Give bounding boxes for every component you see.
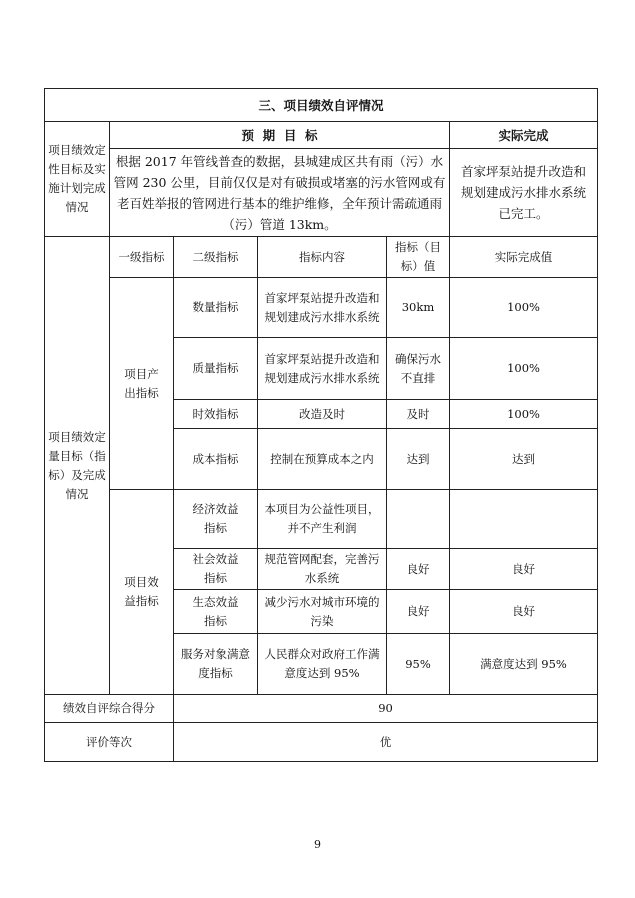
row-target xyxy=(387,490,450,549)
row-l2: 经济效益指标 xyxy=(174,490,258,549)
row-actual: 满意度达到 95% xyxy=(450,634,598,695)
row-l2: 质量指标 xyxy=(174,338,258,400)
grade-label: 评价等次 xyxy=(45,723,174,762)
expected-text: 根据 2017 年管线普查的数据，县城建成区共有雨（污）水管网 230 公里，目前仅仅是对有破损或堵塞的污水管网或有老百姓举报的管网进行基本的维护维修，全年预计需疏通雨（污）管道 13km。 xyxy=(110,149,450,237)
score-value: 90 xyxy=(174,695,598,723)
benefit-label: 项目效益指标 xyxy=(110,490,174,695)
row-content: 首家坪泵站提升改造和规划建成污水排水系统 xyxy=(258,278,387,338)
table-title: 三、项目绩效自评情况 xyxy=(45,89,598,122)
row-l2: 数量指标 xyxy=(174,278,258,338)
row-l2: 服务对象满意度指标 xyxy=(174,634,258,695)
row-content: 减少污水对城市环境的污染 xyxy=(258,590,387,634)
actual-header: 实际完成 xyxy=(450,122,598,149)
row-target: 良好 xyxy=(387,590,450,634)
row-actual: 100% xyxy=(450,400,598,429)
row-actual: 良好 xyxy=(450,590,598,634)
row-target: 达到 xyxy=(387,429,450,490)
header-l1: 一级指标 xyxy=(110,237,174,278)
header-target: 指标（目标）值 xyxy=(387,237,450,278)
header-content: 指标内容 xyxy=(258,237,387,278)
expected-header: 预 期 目 标 xyxy=(110,122,450,149)
actual-text: 首家坪泵站提升改造和规划建成污水排水系统已完工。 xyxy=(450,149,598,237)
row-content: 改造及时 xyxy=(258,400,387,429)
grade-value: 优 xyxy=(174,723,598,762)
row-target: 良好 xyxy=(387,549,450,590)
row-actual: 100% xyxy=(450,278,598,338)
header-l2: 二级指标 xyxy=(174,237,258,278)
row-actual xyxy=(450,490,598,549)
row-target: 确保污水不直排 xyxy=(387,338,450,400)
qualitative-label: 项目绩效定性目标及实施计划完成情况 xyxy=(45,122,110,237)
row-content: 首家坪泵站提升改造和规划建成污水排水系统 xyxy=(258,338,387,400)
row-actual: 良好 xyxy=(450,549,598,590)
row-actual: 达到 xyxy=(450,429,598,490)
score-label: 绩效自评综合得分 xyxy=(45,695,174,723)
evaluation-table xyxy=(44,88,598,762)
row-content: 人民群众对政府工作满意度达到 95% xyxy=(258,634,387,695)
row-l2: 社会效益指标 xyxy=(174,549,258,590)
row-content: 控制在预算成本之内 xyxy=(258,429,387,490)
row-target: 95% xyxy=(387,634,450,695)
row-target: 及时 xyxy=(387,400,450,429)
row-l2: 成本指标 xyxy=(174,429,258,490)
page-number: 9 xyxy=(314,838,321,851)
row-content: 规范管网配套，完善污水系统 xyxy=(258,549,387,590)
header-actual: 实际完成值 xyxy=(450,237,598,278)
output-label: 项目产出指标 xyxy=(110,278,174,490)
row-actual: 100% xyxy=(450,338,598,400)
row-l2: 生态效益指标 xyxy=(174,590,258,634)
row-target: 30km xyxy=(387,278,450,338)
row-content: 本项目为公益性项目，并不产生利润 xyxy=(258,490,387,549)
row-l2: 时效指标 xyxy=(174,400,258,429)
quantitative-label: 项目绩效定量目标（指标）及完成情况 xyxy=(45,237,110,695)
